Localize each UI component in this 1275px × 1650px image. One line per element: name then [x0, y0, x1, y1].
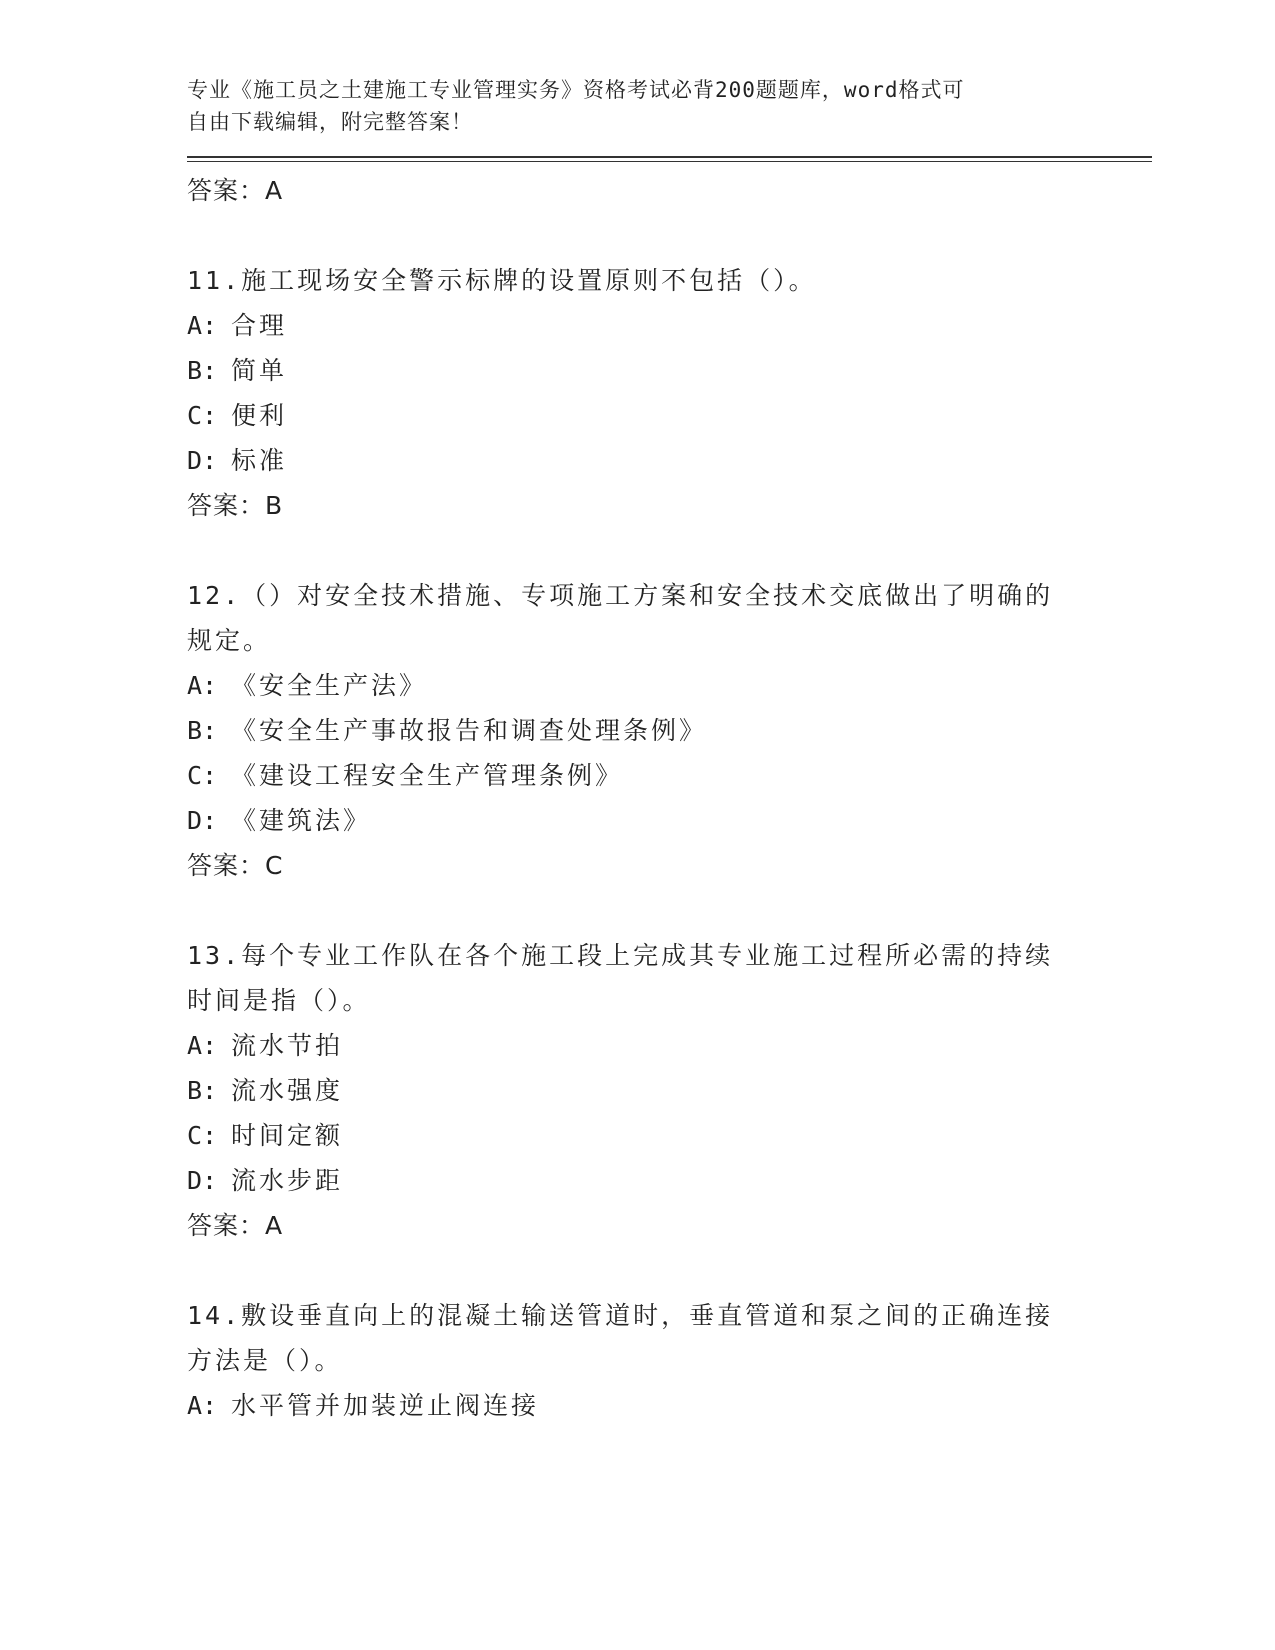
option-text: 水平管并加装逆止阀连接 — [231, 1391, 540, 1420]
question-line: 规定。 — [187, 626, 272, 655]
option-text: 流水步距 — [231, 1166, 344, 1195]
option-c — [187, 753, 1152, 798]
option-a — [187, 1383, 1152, 1428]
option-label: B: — [187, 356, 218, 385]
document-header — [187, 74, 1152, 138]
option-label: A: — [187, 311, 218, 340]
spacer — [187, 1248, 1152, 1293]
option-label: C: — [187, 761, 218, 790]
header-line-1: 专业《施工员之土建施工专业管理实务》资格考试必背200题题库，word格式可 — [187, 78, 965, 102]
option-d — [187, 798, 1152, 843]
question-line: 11.施工现场安全警示标牌的设置原则不包括（）。 — [187, 266, 817, 295]
header-divider — [187, 156, 1152, 162]
option-text: 《建设工程安全生产管理条例》 — [231, 761, 624, 790]
question-block — [187, 1293, 1152, 1428]
question-line: 时间是指（）。 — [187, 986, 371, 1015]
header-line-2: 自由下载编辑，附完整答案！ — [187, 110, 473, 134]
question-line: 13.每个专业工作队在各个施工段上完成其专业施工过程所必需的持续 — [187, 941, 1054, 970]
option-c — [187, 393, 1152, 438]
answer-line: 答案：B — [187, 491, 284, 520]
answer-line: 答案：A — [187, 176, 284, 205]
question-block — [187, 933, 1152, 1248]
option-label: C: — [187, 1121, 218, 1150]
option-b — [187, 708, 1152, 753]
option-text: 流水强度 — [231, 1076, 344, 1105]
question-line: 12.（）对安全技术措施、专项施工方案和安全技术交底做出了明确的 — [187, 581, 1054, 610]
spacer — [187, 213, 1152, 258]
answer-line: 答案：A — [187, 1211, 284, 1240]
question-text — [187, 1293, 1152, 1383]
option-text: 时间定额 — [231, 1121, 344, 1150]
option-text: 便利 — [231, 401, 288, 430]
option-text: 流水节拍 — [231, 1031, 344, 1060]
question-block — [187, 573, 1152, 888]
option-d — [187, 438, 1152, 483]
option-label: B: — [187, 1076, 218, 1105]
option-text: 简单 — [231, 356, 288, 385]
spacer — [187, 888, 1152, 933]
option-label: A: — [187, 1391, 218, 1420]
spacer — [187, 528, 1152, 573]
question-line: 方法是（）。 — [187, 1346, 343, 1375]
question-block — [187, 258, 1152, 528]
option-text: 《建筑法》 — [231, 806, 372, 835]
question-line: 14.敷设垂直向上的混凝土输送管道时，垂直管道和泵之间的正确连接 — [187, 1301, 1054, 1330]
option-text: 《安全生产法》 — [231, 671, 428, 700]
option-text: 合理 — [231, 311, 288, 340]
option-label: D: — [187, 806, 218, 835]
option-text: 《安全生产事故报告和调查处理条例》 — [231, 716, 708, 745]
option-a — [187, 1023, 1152, 1068]
document-page — [187, 74, 1152, 1428]
question-text — [187, 573, 1152, 663]
option-b — [187, 1068, 1152, 1113]
question-text — [187, 933, 1152, 1023]
option-label: D: — [187, 1166, 218, 1195]
option-a — [187, 303, 1152, 348]
option-label: C: — [187, 401, 218, 430]
option-c — [187, 1113, 1152, 1158]
option-d — [187, 1158, 1152, 1203]
question-text — [187, 258, 1152, 303]
option-label: D: — [187, 446, 218, 475]
option-label: B: — [187, 716, 218, 745]
option-label: A: — [187, 671, 218, 700]
option-a — [187, 663, 1152, 708]
answer-line: 答案：C — [187, 851, 284, 880]
option-text: 标准 — [231, 446, 288, 475]
option-b — [187, 348, 1152, 393]
option-label: A: — [187, 1031, 218, 1060]
